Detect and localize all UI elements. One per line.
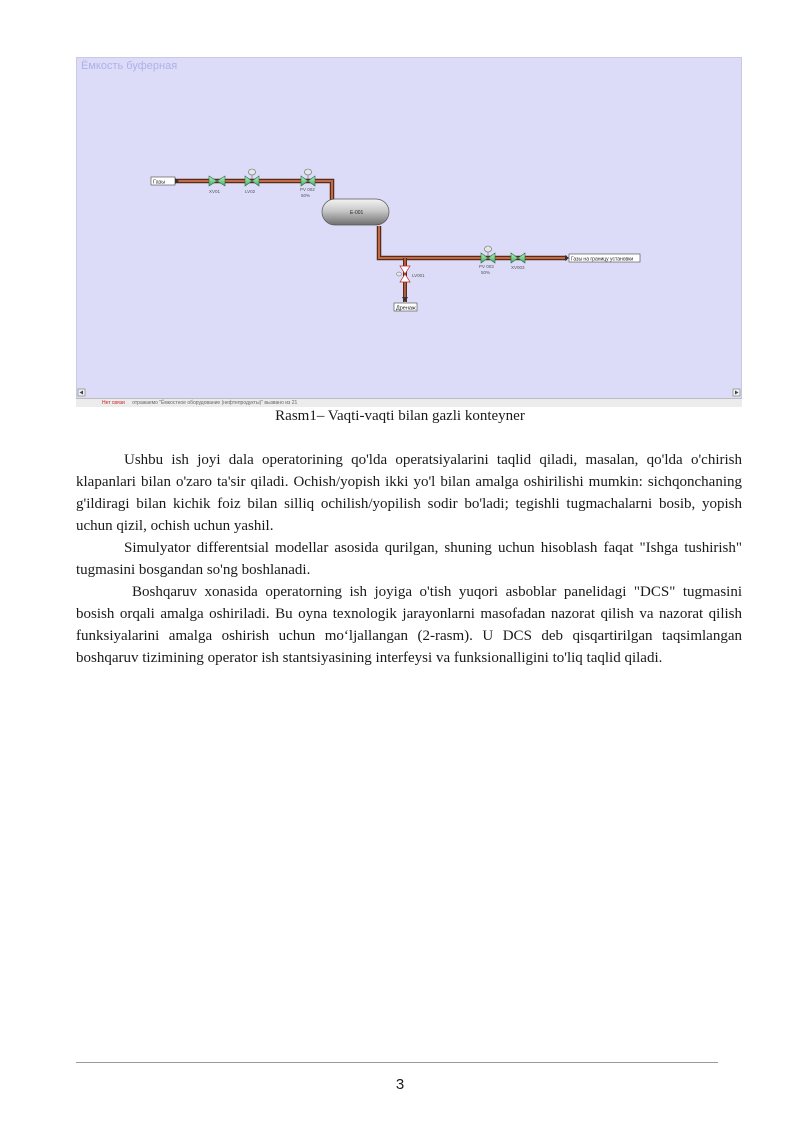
body-text bbox=[76, 449, 742, 669]
drain-label: Дренаж bbox=[396, 305, 416, 312]
valve-xv003-label: XV003 bbox=[511, 265, 525, 270]
vessel-e001[interactable] bbox=[322, 199, 389, 225]
drain-valve-lv001-icon[interactable] bbox=[397, 266, 426, 282]
status-bar bbox=[76, 398, 742, 407]
paragraph-1: Ushbu ish joyi dala operatorining qo'lda operatsiyalarini taqlid qiladi, masalan, qo'lda o'chirish klapanlari bilan o'zaro ta'sir qiladi. Ochish/yopish ikki yo'l bilan amalga oshirilishi mumkin: sichqonchaning g'ildiragi bilan kichik foiz bilan silliq ochilish/yopilish sodir bo'ladi; tegishli tugmachalarni bosib, yopish uchun qizil, ochish uchun yashil. bbox=[76, 452, 742, 534]
drain-valve-label: LV001 bbox=[412, 273, 425, 278]
valve-pv002-icon[interactable] bbox=[300, 169, 315, 198]
drain-label-box bbox=[394, 297, 417, 312]
valve-pv003-label: PV 003 bbox=[479, 264, 494, 269]
paragraph-2: Simulyator differentsial modellar asosida qurilgan, shuning uchun hisoblash faqat "Ishga tushirish" tugmasini bosgandan so'ng boshlanadi. bbox=[76, 540, 742, 578]
valve-xv01-icon[interactable] bbox=[209, 176, 225, 194]
footer-divider bbox=[76, 1062, 718, 1063]
scroll-right-button[interactable] bbox=[733, 389, 740, 396]
inlet-label-box bbox=[151, 177, 179, 186]
outlet-label-box bbox=[565, 254, 640, 263]
scroll-left-button[interactable] bbox=[78, 389, 85, 396]
vessel-label: E-001 bbox=[350, 210, 364, 216]
valve-xv003-icon[interactable] bbox=[511, 253, 525, 270]
valve-pv002-label: PV 002 bbox=[300, 187, 315, 192]
status-message: отражаемо "Ёмкостное оборудование (нефтепродукты)" вызвано из 21 bbox=[132, 400, 298, 406]
outlet-label: Газы на границу установки bbox=[571, 256, 634, 263]
figure-caption: Rasm1– Vaqti-vaqti bilan gazli konteyner bbox=[275, 408, 525, 424]
valve-xv01-label: XV01 bbox=[209, 189, 221, 194]
valve-pv003-icon[interactable] bbox=[479, 246, 495, 275]
process-diagram bbox=[77, 58, 742, 400]
valve-pv003-percent: 50% bbox=[481, 270, 491, 275]
paragraph-3: Boshqaruv xonasida operatorning ish joyiga o'tish yuqori asboblar panelidagi "DCS" tugmasini bosish orqali amalga oshiriladi. Bu oyna texnologik jarayonlarni masofadan nazorat qilish va nazorat qilish funksiyalarini amalga oshirish uchun mo‘ljallangan (2-rasm). U DCS deb qisqartirilgan taqsimlangan boshqaruv tizimining operator ish stantsiyasining interfeysi va funksionalligini to'liq taqlid qiladi. bbox=[76, 584, 742, 666]
valve-lv02-label: LV02 bbox=[245, 189, 256, 194]
status-alarm: Нет связи bbox=[102, 400, 125, 406]
page-number: 3 bbox=[395, 1076, 405, 1093]
process-diagram-figure bbox=[76, 57, 742, 400]
figure-title: Ёмкость буферная bbox=[81, 60, 178, 72]
inlet-label: Газы bbox=[153, 179, 166, 186]
valve-pv002-percent: 50% bbox=[301, 193, 311, 198]
outlet-pipe bbox=[379, 226, 567, 258]
